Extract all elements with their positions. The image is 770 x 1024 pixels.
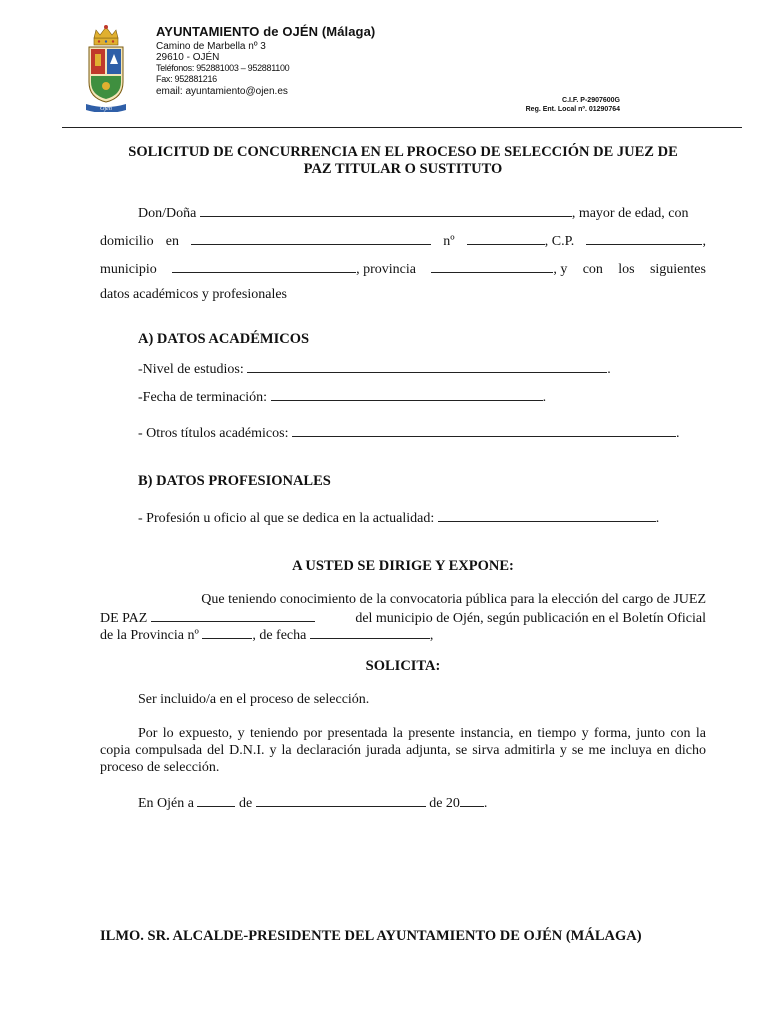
provincia-numero-label: de la Provincia nº [100,628,199,643]
y-label: , y [553,262,568,277]
fecha-terminacion-row [138,387,698,407]
address-line-1: Camino de Marbella nº 3 [156,41,266,52]
mayor-edad-label: , mayor de edad, con [571,206,689,221]
expone-text-1: Que teniendo conocimiento de la convocatoria pública para la elección del cargo de JUEZ [201,592,706,607]
fax-number: Fax: 952881216 [156,74,217,84]
organization-name: AYUNTAMIENTO de OJÉN (Málaga) [156,24,376,39]
solicita-text-2: Por lo expuesto, y teniendo por presentada la presente instancia, en tiempo y forma, junto con la copia compulsada del D.N.I. y la declaración jurada adjunta, se sirva admitirla y se me incluya en dicho proceso de selección. [100,726,706,775]
cif-number: C.I.F. P-2907600G [562,97,620,104]
period: . [607,362,611,377]
nivel-estudios-blank[interactable] [247,359,607,373]
otros-titulos-row [138,423,698,443]
day-blank[interactable] [197,793,235,807]
date-row [138,793,698,813]
siguientes-label: siguientes [649,262,706,277]
year-blank[interactable] [460,793,484,807]
municipio-blank[interactable] [172,259,356,273]
professional-heading: B) DATOS PROFESIONALES [138,473,331,489]
address-line-2: 29610 - OJÉN [156,52,220,63]
con-label: con [582,262,603,277]
fecha-terminacion-label: -Fecha de terminación: [138,390,268,405]
addressee: ILMO. SR. ALCALDE-PRESIDENTE DEL AYUNTAMIENTO DE OJÉN (MÁLAGA) [100,928,642,944]
profesion-blank[interactable] [438,508,656,522]
comma: , [429,628,434,643]
provincia-label: , provincia [356,262,416,277]
cp-blank[interactable] [586,231,702,245]
profesion-row [138,508,698,528]
period: . [483,796,488,811]
period: . [542,390,547,405]
phone-numbers: Teléfonos: 952881003 – 952881100 [156,63,290,73]
header-divider [62,127,742,128]
domicilio-label: domicilio [100,234,154,249]
academic-heading: A) DATOS ACADÉMICOS [138,331,310,347]
fecha-terminacion-blank[interactable] [271,387,543,401]
numero-label: nº [443,234,455,249]
email-address: email: ayuntamiento@ojen.es [156,86,288,97]
otros-titulos-blank[interactable] [292,423,676,437]
month-blank[interactable] [256,793,426,807]
los-label: los [618,262,635,277]
svg-text:Ojén: Ojén [100,106,112,112]
comma: , [702,234,706,249]
year-prefix-label: de 20 [429,796,460,811]
municipio-label: municipio [100,262,157,277]
registry-number: Reg. Ent. Local nº. 01290764 [525,106,620,113]
en-label: en [165,234,180,249]
document-title-line-1: SOLICITUD DE CONCURRENCIA EN EL PROCESO DE SELECCIÓN DE JUEZ DE [128,144,678,160]
de-fecha-label: , de fecha [252,628,307,643]
nivel-estudios-label: -Nivel de estudios: [138,362,244,377]
solicita-heading: SOLICITA: [365,658,441,674]
don-dona-label: Don/Doña [138,206,197,221]
expone-line-1 [100,591,706,609]
datos-intro: datos académicos y profesionales [100,287,287,302]
solicita-text-1: Ser incluido/a en el proceso de selección. [138,692,370,707]
period: . [655,511,660,526]
profesion-label: - Profesión u oficio al que se dedica en la actualidad: [138,511,435,526]
expone-text-2: del municipio de Ojén, según publicación en el Boletín Oficial [355,611,706,626]
provincia-blank[interactable] [431,259,553,273]
expone-heading: A USTED SE DIRIGE Y EXPONE: [292,558,514,574]
nivel-estudios-row [138,359,698,379]
boletin-numero-blank[interactable] [202,625,252,639]
name-blank[interactable] [200,203,572,217]
municipality-row [100,259,706,279]
boletin-fecha-blank[interactable] [310,625,430,639]
coat-of-arms-icon [84,24,128,112]
address-row [100,231,706,251]
name-row [100,203,706,223]
numero-blank[interactable] [467,231,545,245]
de-label: de [238,796,253,811]
otros-titulos-label: - Otros títulos académicos: [138,426,289,441]
domicilio-blank[interactable] [191,231,431,245]
de-paz-label: DE PAZ [100,611,148,626]
cp-label: , C.P. [544,234,575,249]
juez-tipo-blank[interactable] [151,608,315,622]
expone-line-3 [100,625,706,645]
period: . [675,426,680,441]
document-title-line-2: PAZ TITULAR O SUSTITUTO [303,161,503,177]
en-ojen-label: En Ojén a [138,796,194,811]
